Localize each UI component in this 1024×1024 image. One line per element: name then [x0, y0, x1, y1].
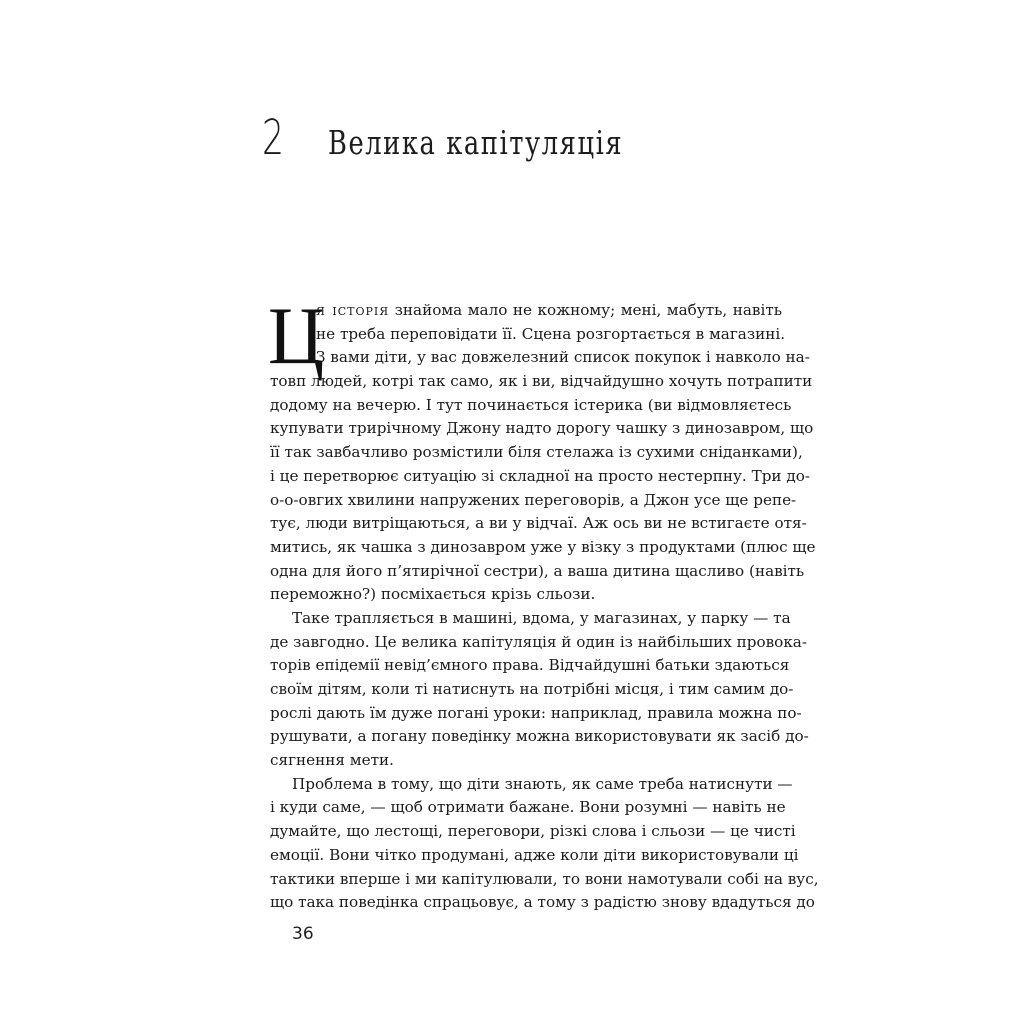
text-line: тактики вперше і ми капітулювали, то вони намотували собі на вус, — [270, 869, 819, 888]
text-line: Таке трапляється в машині, вдома, у магазинах, у парку — та — [292, 608, 791, 627]
text-line: переможно?) посміхається крізь сльози. — [270, 585, 596, 604]
text-line: її так завбачливо розмістили біля стелажа із сухими сніданками), — [270, 443, 803, 462]
paragraph-1 — [268, 290, 816, 607]
text-line: де завгодно. Це велика капітуляція й один із найбільших провока- — [270, 632, 807, 651]
text-line: о-о-овгих хвилини напружених переговорів, а Джон усе ще репе- — [270, 490, 797, 509]
text-line: рушувати, а погану поведінку можна використовувати як засіб до- — [270, 727, 809, 746]
text-line: не треба переповідати її. Сцена розгортається в магазині. — [316, 324, 786, 343]
lead-small-caps: я історія — [316, 301, 390, 319]
text-line: товп людей, котрі так само, як і ви, відчайдушно хочуть потрапити — [270, 372, 813, 391]
text-line: і це перетворює ситуацію зі складної на просто нестерпну. Три до- — [270, 466, 810, 485]
text-line: митись, як чашка з динозавром уже у візку з продуктами (плюс ще — [270, 537, 816, 556]
text-line: тує, люди витріщаються, а ви у відчаї. Аж ось ви не встигаєте отя- — [270, 514, 807, 533]
text-line: думайте, що лестощі, переговори, різкі слова і сльози — це чисті — [270, 822, 796, 841]
chapter-heading — [262, 108, 706, 168]
page-number: 36 — [292, 924, 314, 944]
text-line: купувати трирічному Джону надто дорогу чашку з динозавром, що — [270, 419, 814, 438]
text-line: що така поведінка спрацьовує, а тому з радістю знову вдадуться до — [270, 893, 815, 912]
paragraph-2 — [270, 607, 809, 773]
text-line: своїм дітям, коли ті натиснуть на потрібні місця, і тим самим до- — [270, 680, 794, 698]
drop-cap: Ц — [268, 290, 325, 381]
text-line: сягнення мети. — [270, 751, 394, 770]
text-line: і куди саме, — щоб отримати бажане. Вони розумні — навіть не — [270, 798, 786, 817]
text-line: емоції. Вони чітко продумані, адже коли діти використовували ці — [270, 845, 799, 864]
body-text — [268, 290, 819, 915]
chapter-title: Велика капітуляція — [328, 123, 624, 162]
text-line: одна для його п’ятирічної сестри), а ваша дитина щасливо (навіть — [270, 561, 805, 580]
text-line: я історія знайома мало не кожному; мені, мабуть, навіть — [316, 301, 782, 319]
text-line: Проблема в тому, що діти знають, як саме треба натиснути — — [292, 774, 793, 793]
text-line: рослі дають їм дуже погані уроки: наприклад, правила можна по- — [270, 703, 802, 722]
text-line: додому на вечерю. І тут починається істерика (ви відмовляєтесь — [270, 395, 792, 414]
chapter-number: 2 — [262, 110, 284, 166]
paragraph-3 — [270, 773, 819, 915]
text-line: торів епідемії невід’ємного права. Відчайдушні батьки здаються — [270, 656, 790, 675]
text-line: З вами діти, у вас довжелезний список покупок і навколо на- — [316, 348, 810, 367]
